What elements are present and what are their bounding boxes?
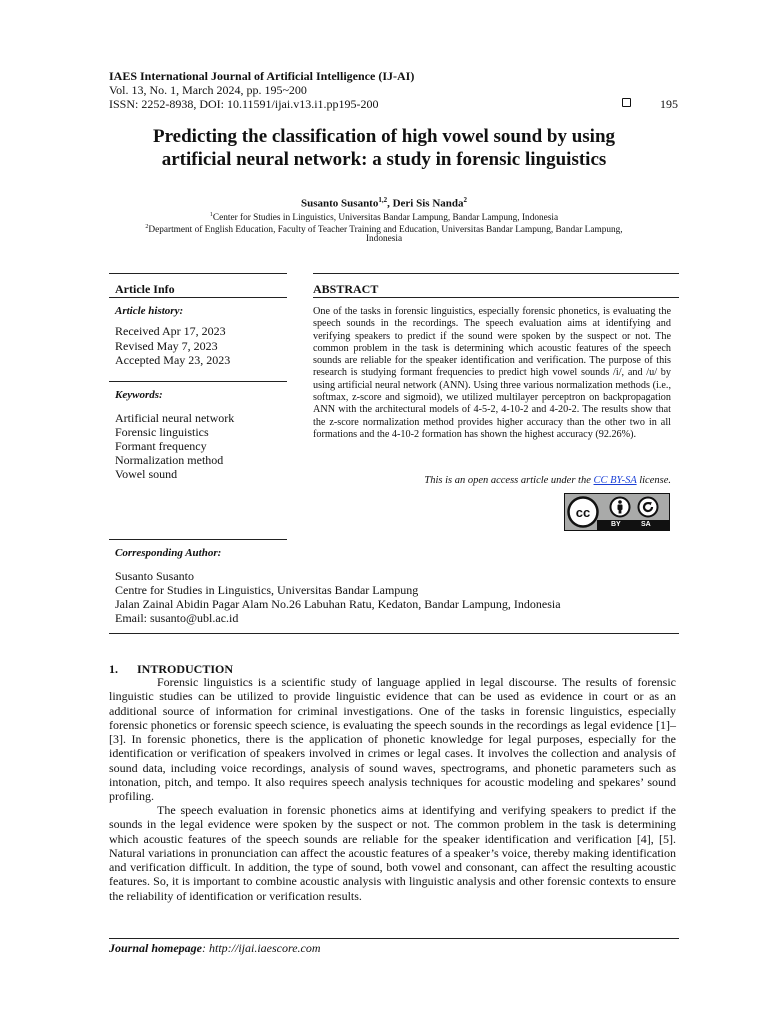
abstract-text: One of the tasks in forensic linguistics, especially forensic phonetics, is evaluating the speech sounds in the recordings. The speech evaluation aims at identifying and verifying speakers to predict if the sound were spoken by the suspect or not. The common problem in the task is determining which acoustic features of the speech sounds are reliable for the speaker identification and verification. The purpose of this research is studying formant frequencies to predict high vowel sounds /i/, and /u/ by using artificial neural network (ANN). Using three various normalization methods (i.e., softmax, z-score and sigmoid), we utilized multilayer perceptron on backpropagation ANN with the architectural models of 4-5-2, 4-10-2 and 4-20-2. The results show that the z-score normalization method provides higher accuracy than the other two in all formations and the 4-10-2 formation has shown the highest accuracy (92.26%). [313, 306, 671, 440]
license-statement [424, 475, 671, 486]
cc-by-sa-badge[interactable] [564, 493, 670, 531]
svg-text:cc: cc [575, 505, 591, 520]
author-list [100, 196, 668, 210]
journal-homepage [109, 941, 321, 956]
affiliation-2-superscript: 2 [145, 224, 149, 230]
author-separator: , [387, 197, 393, 210]
cc-by-sa-link[interactable]: CC BY-SA [593, 475, 637, 486]
accepted-date: Accepted May 23, 2023 [115, 353, 231, 367]
affiliation-1-superscript: 1 [209, 212, 213, 218]
keyword-item: Forensic linguistics [115, 425, 209, 439]
keyword-item: Artificial neural network [115, 411, 235, 425]
affiliation-2-text: Department of English Education, Faculty of Teacher Training and Education, Universitas Bandar Lampung, Bandar Lampung, [148, 225, 623, 236]
keywords-heading: Keywords: [115, 389, 163, 401]
cc-sa-label: SA [641, 521, 651, 528]
share-alike-icon [637, 496, 659, 518]
journal-issn-doi: ISSN: 2252-8938, DOI: 10.11591/ijai.v13.i1.pp195-200 [109, 97, 379, 111]
article-info-top-rule [109, 273, 287, 274]
journal-homepage-label: Journal homepage [109, 941, 203, 955]
affiliation-1-text: Center for Studies in Linguistics, Universitas Bandar Lampung, Bandar Lampung, Indonesia [212, 213, 559, 224]
author-1: Susanto Susanto [301, 197, 379, 210]
cc-by-label: BY [611, 521, 621, 528]
section-heading: INTRODUCTION [137, 662, 234, 676]
attribution-icon [609, 496, 631, 518]
journal-volume: Vol. 13, No. 1, March 2024, pp. 195~200 [109, 83, 307, 97]
license-suffix: license. [636, 475, 671, 486]
corresponding-author-email: Email: susanto@ubl.ac.id [115, 611, 239, 625]
corresponding-author-name: Susanto Susanto [115, 569, 195, 583]
author-2-superscript: 2 [463, 196, 467, 204]
license-prefix: This is an open access article under the [424, 475, 594, 486]
page-number: 195 [660, 97, 678, 111]
corresponding-author-rule [109, 539, 287, 540]
title-line-2: artificial neural network: a study in forensic linguistics [161, 149, 607, 170]
article-history-heading: Article history: [115, 305, 184, 317]
corresponding-author-address: Jalan Zainal Abidin Pagar Alam No.26 Labuhan Ratu, Kedaton, Bandar Lampung, Indonesia [115, 597, 561, 611]
cc-license-strip [597, 520, 669, 530]
keywords-rule [109, 381, 287, 382]
abstract-top-rule [313, 273, 679, 274]
intro-paragraph-2: The speech evaluation in forensic phonetics aims at identifying and verifying speakers to predict if the sounds in the legal evidence were spoken by the suspect or not. The common problem in the task is determining which acoustic features of the speech sounds are reliable for the speaker identification and verification [4], [5]. Natural variations in pronunciation can affect the acoustic features of a speaker’s voice, thereby making identification and verification difficult. In addition, the type of sound, both vowel and consonant, can affect the resulting acoustic features. So, it is important to combine acoustic analysis with linguistic analysis and other forensic contexts to ensure the reliability of identification or verification results. [109, 803, 676, 903]
revised-date: Revised May 7, 2023 [115, 339, 218, 353]
keyword-item: Formant frequency [115, 439, 207, 453]
corresponding-author-heading: Corresponding Author: [115, 547, 222, 559]
received-date: Received Apr 17, 2023 [115, 324, 226, 338]
creative-commons-icon [567, 496, 599, 528]
article-info-heading: Article Info [115, 282, 175, 296]
journal-name: IAES International Journal of Artificial Intelligence (IJ-AI) [109, 69, 415, 83]
front-matter-bottom-rule [109, 633, 679, 634]
section-number: 1. [109, 662, 118, 676]
article-info-rule [109, 297, 287, 298]
footer-rule [109, 938, 679, 939]
square-bullet-icon [622, 98, 631, 107]
author-2: Deri Sis Nanda [392, 197, 464, 210]
title-line-1: Predicting the classification of high vowel sound by using [152, 126, 616, 147]
corresponding-author-centre: Centre for Studies in Linguistics, Universitas Bandar Lampung [115, 583, 419, 597]
keyword-item: Normalization method [115, 453, 224, 467]
paper-title [100, 125, 668, 171]
journal-homepage-url[interactable]: http://ijai.iaescore.com [209, 941, 321, 955]
author-1-superscript: 1,2 [378, 196, 388, 204]
abstract-rule [313, 297, 679, 298]
keyword-item: Vowel sound [115, 467, 178, 481]
journal-homepage-separator: : [202, 941, 210, 955]
affiliation-2-continuation: Indonesia [365, 234, 403, 244]
abstract-heading: ABSTRACT [313, 282, 379, 296]
intro-paragraph-1: Forensic linguistics is a scientific study of language applied in legal discourse. The results of forensic linguistic studies can be utilized to provide linguistic evidence that can be used as evidence in court or as an additional source of information for criminal investigations. One of the tasks in forensic linguistics, especially forensic phonetics or forensic speech science, is evaluating the speech sounds in the recordings as legal evidence [1]–[3]. In forensic phonetics, there is the application of phonetic knowledge for legal purposes, especially for the identification or verification of speakers involved in crimes or legal cases. It involves the collection and analysis of sound data, including voice recordings, analysis of sound waves, spectrograms, and phonetic parameters such as intonation, pitch, and tempo. It also requires speech analysis techniques for acoustic modeling and spekares’ sound profiling. [109, 675, 676, 804]
